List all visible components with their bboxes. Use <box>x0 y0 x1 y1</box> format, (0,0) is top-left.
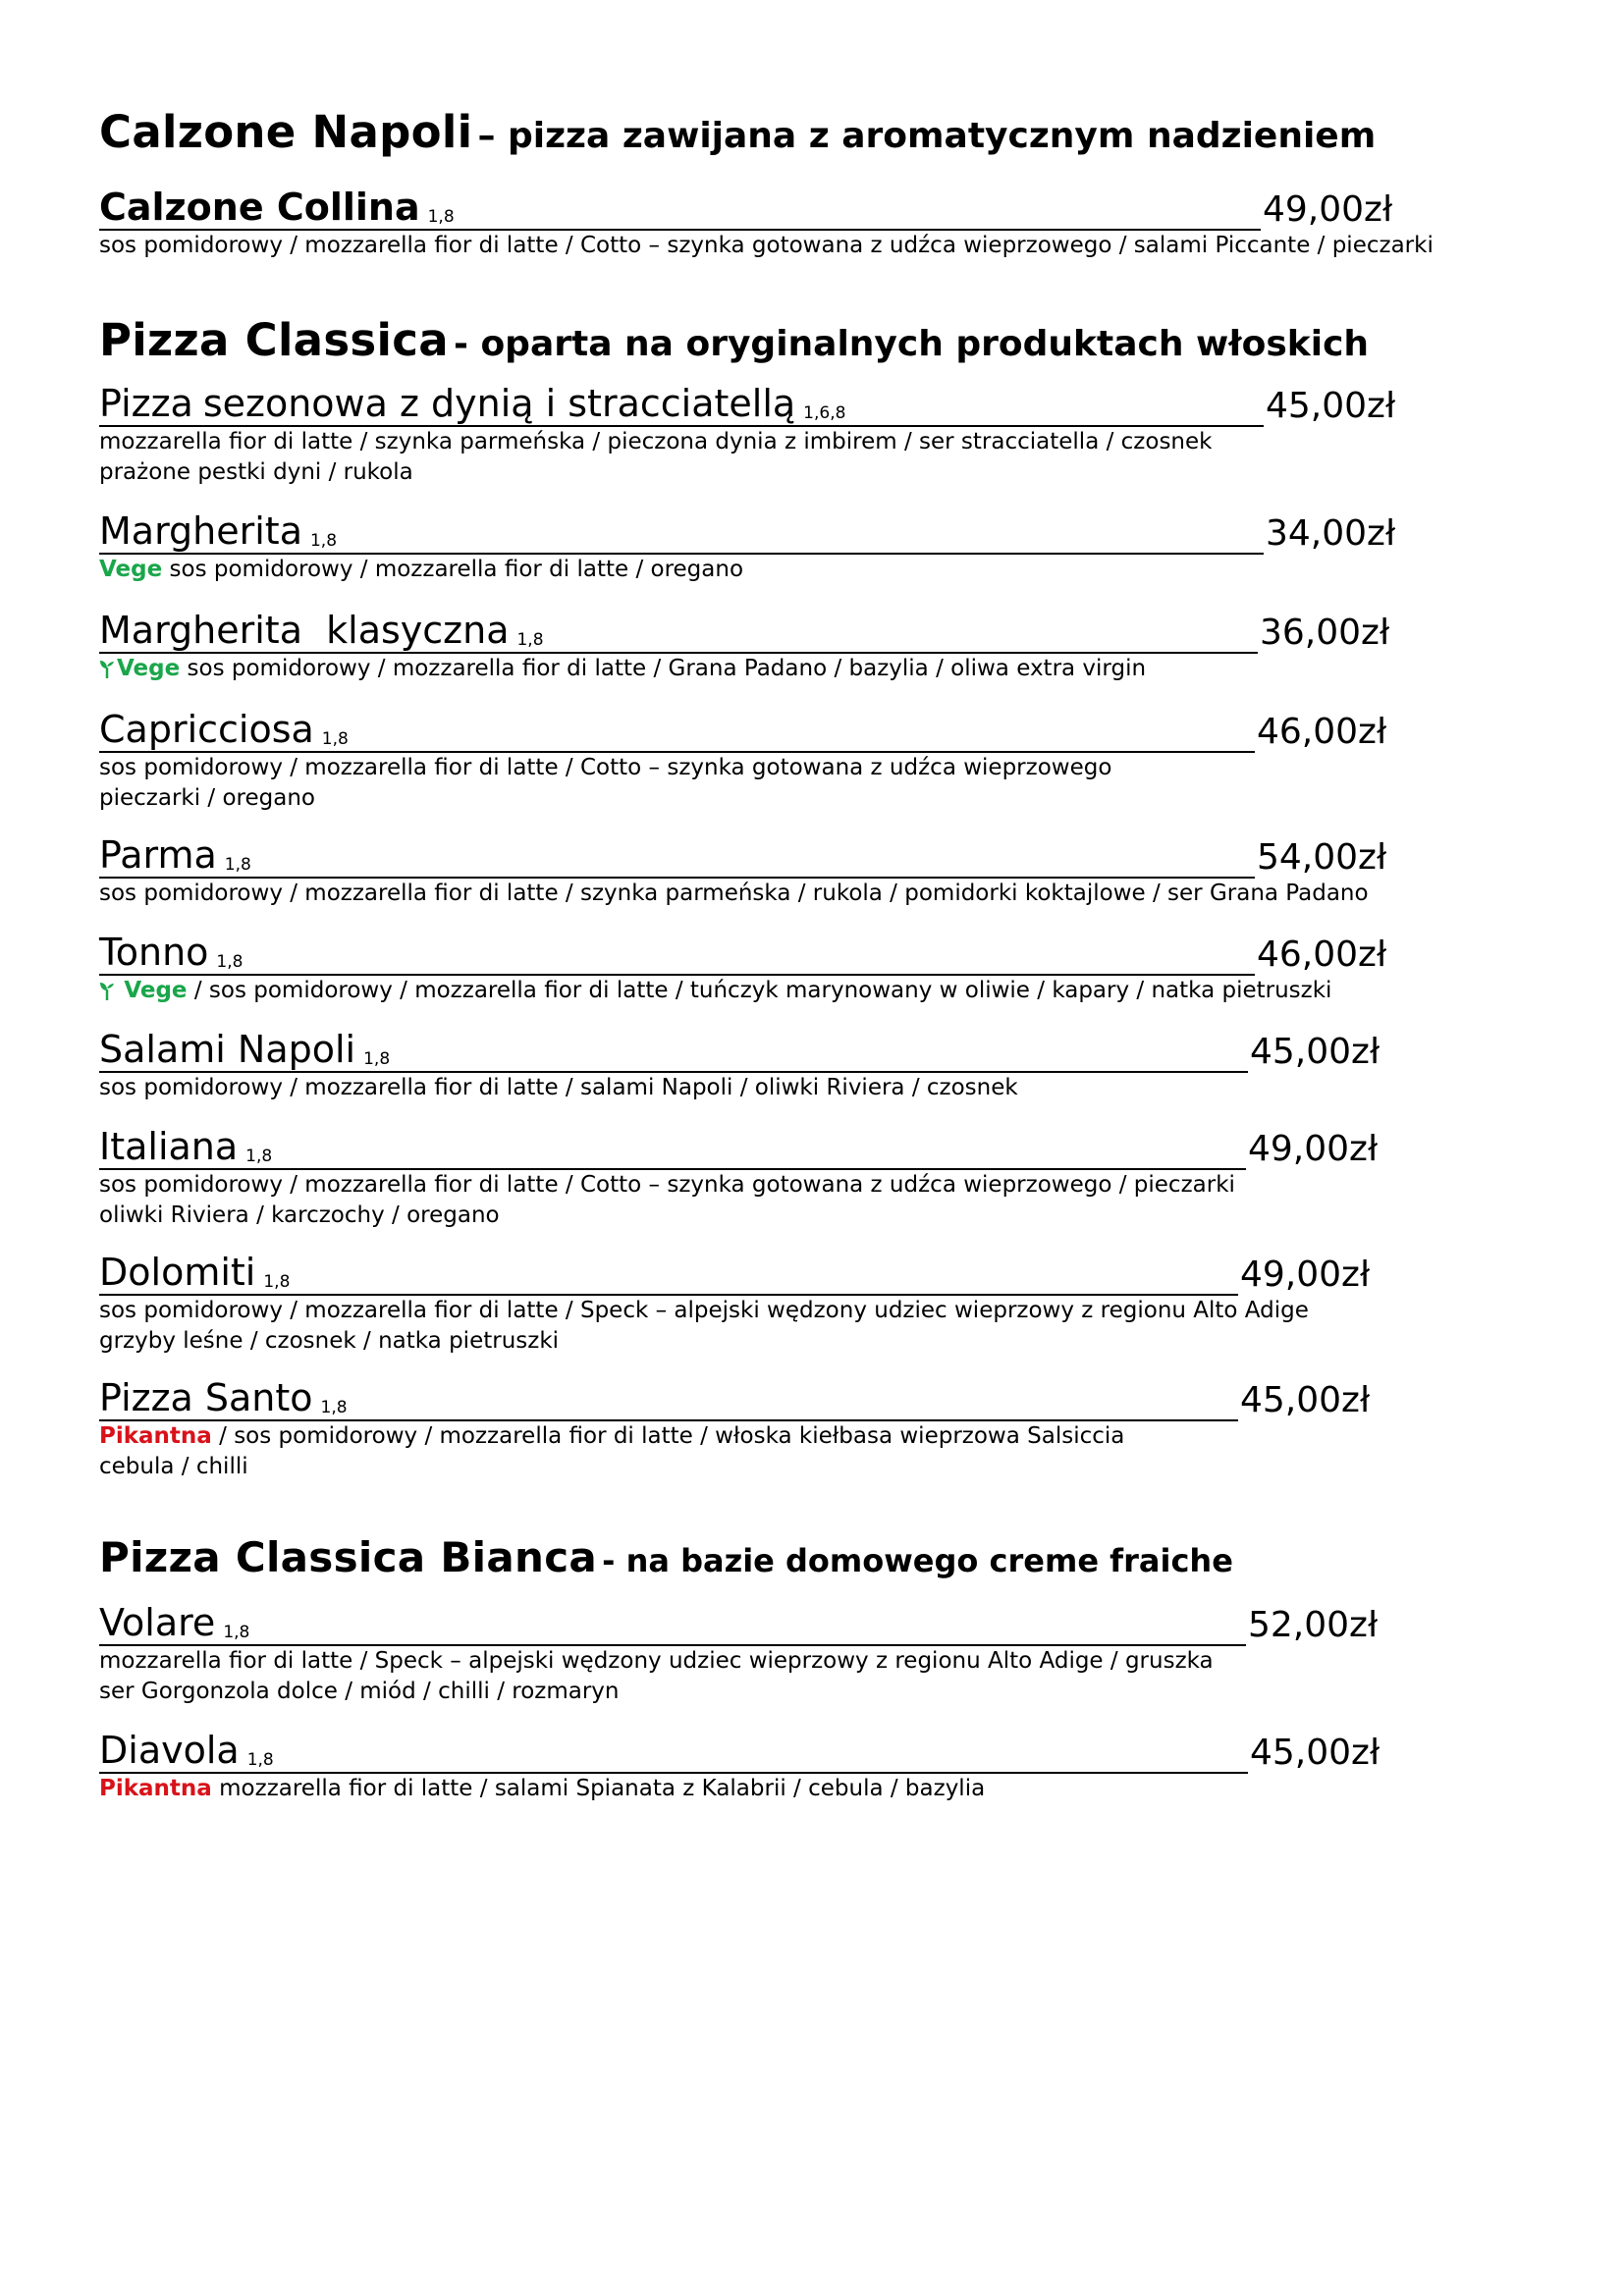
menu-page <box>99 98 1572 1804</box>
item-description: sos pomidorowy / mozzarella fior di latte / salami Napoli / oliwki Riviera / czosnek <box>99 1075 1018 1100</box>
menu-item <box>99 833 1572 909</box>
menu-item <box>99 708 1572 814</box>
menu-item <box>99 509 1572 585</box>
item-price: 46,00zł <box>1257 934 1387 975</box>
item-name: Italiana <box>99 1125 239 1168</box>
item-price: 36,00zł <box>1260 613 1390 653</box>
section-title: Calzone Napoli <box>99 106 473 158</box>
item-name: Calzone Collina <box>99 186 420 229</box>
item-allergens: 1,8 <box>321 729 349 749</box>
menu-item <box>99 931 1572 1006</box>
item-allergens: 1,8 <box>245 1147 273 1166</box>
spicy-tag: Pikantna <box>99 1776 212 1801</box>
item-name: Diavola <box>99 1729 240 1772</box>
item-description-text: mozzarella fior di latte / salami Spianata z Kalabrii / cebula / bazylia <box>219 1776 986 1801</box>
section-heading <box>99 1533 1572 1581</box>
item-description: sos pomidorowy / mozzarella fior di latte / Cotto – szynka gotowana z udźca wieprzowego / pieczarki <box>99 1172 1235 1198</box>
item-description <box>99 976 1572 1006</box>
item-name: Parma <box>99 833 217 877</box>
item-price: 52,00zł <box>1248 1605 1379 1645</box>
item-name: Margherita <box>99 509 302 553</box>
item-allergens: 1,8 <box>216 952 244 972</box>
item-description: grzyby leśne / czosnek / natka pietruszki <box>99 1328 560 1354</box>
item-allergens: 1,8 <box>223 1623 250 1642</box>
item-allergens: 1,8 <box>309 531 338 551</box>
section-subtitle: - na bazie domowego creme fraiche <box>602 1542 1233 1579</box>
item-allergens: 1,8 <box>224 855 251 875</box>
item-description-text: / sos pomidorowy / mozzarella fior di latte / włoska kiełbasa wieprzowa Salsiccia <box>219 1423 1125 1449</box>
item-name: sezonowa z dynią i stracciatellą <box>202 382 796 425</box>
item-price: 49,00zł <box>1240 1255 1371 1295</box>
item-allergens: 1,8 <box>263 1272 291 1292</box>
item-description-text: sos pomidorowy / mozzarella fior di latte / oregano <box>169 557 744 582</box>
leaf-icon <box>99 657 115 676</box>
item-name: Salami Napoli <box>99 1028 356 1071</box>
menu-item <box>99 1376 1572 1482</box>
section-subtitle: - oparta na oryginalnych produktach włoskich <box>453 324 1370 364</box>
menu-item <box>99 1729 1572 1804</box>
item-allergens: 1,8 <box>427 207 455 227</box>
item-price: 49,00zł <box>1263 189 1393 230</box>
item-description-text: / sos pomidorowy / mozzarella fior di latte / tuńczyk marynowany w oliwie / kapary / natka pietruszki <box>193 978 1332 1003</box>
item-price: 45,00zł <box>1240 1380 1371 1420</box>
item-allergens: 1,6,8 <box>803 403 846 423</box>
menu-item <box>99 1601 1572 1707</box>
item-allergens: 1,8 <box>320 1398 348 1417</box>
spicy-tag: Pikantna <box>99 1423 212 1449</box>
item-price: 34,00zł <box>1266 513 1396 554</box>
item-description: pieczarki / oregano <box>99 785 316 811</box>
vege-tag: Vege <box>124 978 188 1003</box>
section-heading <box>99 106 1572 158</box>
item-description: oliwki Riviera / karczochy / oregano <box>99 1202 500 1228</box>
section-pizza-classica <box>99 314 1572 1482</box>
leaf-icon <box>99 979 115 998</box>
item-price: 54,00zł <box>1257 837 1387 878</box>
section-title: Pizza Classica <box>99 314 449 366</box>
item-description: sos pomidorowy / mozzarella fior di latte / Cotto – szynka gotowana z udźca wieprzowego <box>99 755 1112 780</box>
menu-item <box>99 382 1572 488</box>
item-description <box>99 555 1572 585</box>
section-pizza-classica-bianca <box>99 1533 1572 1804</box>
item-description: mozzarella fior di latte / Speck – alpejski wędzony udziec wieprzowy z regionu Alto Adige / gruszka <box>99 1648 1214 1674</box>
item-name: Pizza Santo <box>99 1376 313 1419</box>
item-name: Margherita klasyczna <box>99 609 510 652</box>
vege-tag: Vege <box>99 557 163 582</box>
item-description: mozzarella fior di latte / szynka parmeńska / pieczona dynia z imbirem / ser stracciatella / czosnek <box>99 429 1213 454</box>
vege-tag: Vege <box>117 656 181 681</box>
item-description: prażone pestki dyni / rukola <box>99 459 413 485</box>
item-allergens: 1,8 <box>246 1750 274 1770</box>
menu-item <box>99 186 1572 261</box>
item-price: 45,00zł <box>1250 1032 1380 1072</box>
item-allergens: 1,8 <box>363 1049 391 1069</box>
item-description <box>99 654 1572 684</box>
item-allergens: 1,8 <box>516 630 544 650</box>
item-name-prefix: Pizza <box>99 382 193 425</box>
item-name: Tonno <box>99 931 209 974</box>
item-description: ser Gorgonzola dolce / miód / chilli / rozmaryn <box>99 1679 620 1704</box>
menu-item <box>99 609 1572 684</box>
item-description-text: sos pomidorowy / mozzarella fior di latte / Grana Padano / bazylia / oliwa extra virgin <box>187 656 1147 681</box>
item-price: 46,00zł <box>1257 712 1387 752</box>
section-heading <box>99 314 1572 366</box>
item-description <box>99 1421 1572 1452</box>
section-calzone <box>99 106 1572 261</box>
item-price: 45,00zł <box>1266 386 1396 426</box>
menu-item <box>99 1125 1572 1231</box>
item-name: Volare <box>99 1601 216 1644</box>
section-subtitle: – pizza zawijana z aromatycznym nadzieniem <box>477 116 1377 156</box>
item-description: sos pomidorowy / mozzarella fior di latte / szynka parmeńska / rukola / pomidorki koktajlowe / ser Grana Padano <box>99 881 1369 906</box>
item-price: 49,00zł <box>1248 1129 1379 1169</box>
menu-item <box>99 1251 1572 1357</box>
item-price: 45,00zł <box>1250 1733 1380 1773</box>
section-title: Pizza Classica Bianca <box>99 1533 598 1581</box>
item-description: sos pomidorowy / mozzarella fior di latte / Speck – alpejski wędzony udziec wieprzowy z regionu Alto Adige <box>99 1298 1309 1323</box>
item-name: Capricciosa <box>99 708 314 751</box>
item-description: sos pomidorowy / mozzarella fior di latte / Cotto – szynka gotowana z udźca wieprzowego / salami Piccante / pieczarki <box>99 233 1434 258</box>
menu-item <box>99 1028 1572 1103</box>
item-description: cebula / chilli <box>99 1454 248 1479</box>
item-name: Dolomiti <box>99 1251 256 1294</box>
item-description <box>99 1774 1572 1804</box>
